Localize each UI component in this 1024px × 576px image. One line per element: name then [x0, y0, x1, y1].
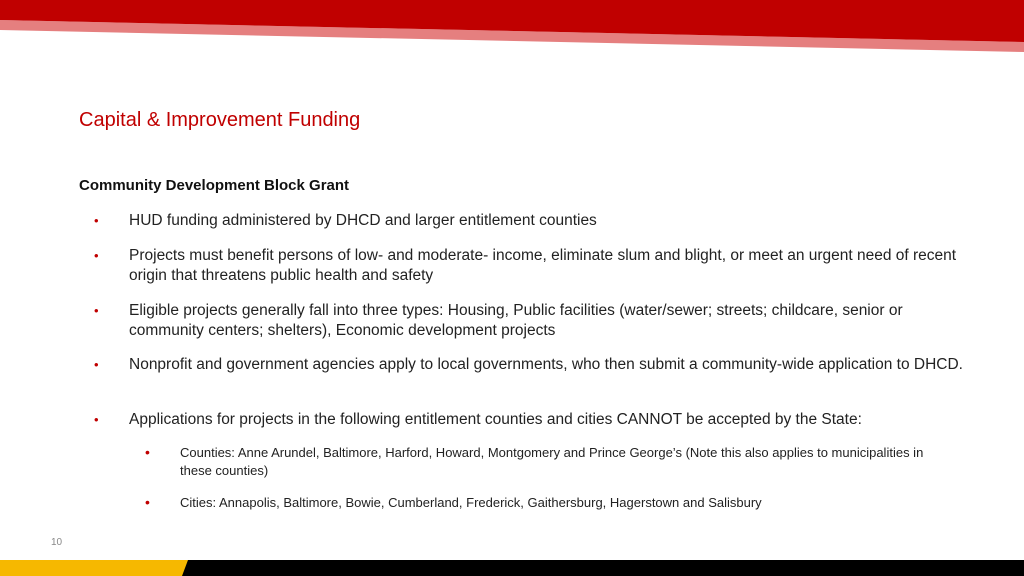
bullet-text: HUD funding administered by DHCD and larger entitlement counties [129, 212, 597, 229]
page-number: 10 [51, 537, 63, 548]
bullet-icon: • [94, 412, 99, 427]
sub-bullet-icon: • [145, 494, 150, 510]
section-heading: Community Development Block Grant [79, 177, 350, 194]
slide-title: Capital & Improvement Funding [79, 109, 361, 131]
bottom-banner-gold-band [0, 560, 188, 576]
bullet-icon: • [94, 357, 99, 372]
bullet-icon: • [94, 303, 99, 318]
bullet-icon: • [94, 213, 99, 228]
sub-bullet-icon: • [145, 444, 150, 460]
bullet-text: Applications for projects in the following entitlement counties and cities CANNOT be accepted by the State: [129, 411, 862, 428]
sub-bullet-text: Counties: Anne Arundel, Baltimore, Harford, Howard, Montgomery and Prince George’s (Note this also applies to municipalities in these counties) [180, 445, 924, 478]
bullet-text: Projects must benefit persons of low- and moderate- income, eliminate slum and blight, or meet an urgent need of recent origin that threatens public health and safety [129, 247, 957, 284]
bottom-banner [0, 560, 1024, 576]
bullet-text: Nonprofit and government agencies apply to local governments, who then submit a community-wide application to DHCD. [129, 356, 963, 373]
bullet-icon: • [94, 248, 99, 263]
top-banner [0, 0, 1024, 52]
sub-bullet-text: Cities: Annapolis, Baltimore, Bowie, Cumberland, Frederick, Gaithersburg, Hagerstown and Salisbury [180, 495, 762, 510]
bullet-text: Eligible projects generally fall into three types: Housing, Public facilities (water/sewer; streets; childcare, senior or community centers; shelters), Economic development projects [129, 302, 903, 339]
